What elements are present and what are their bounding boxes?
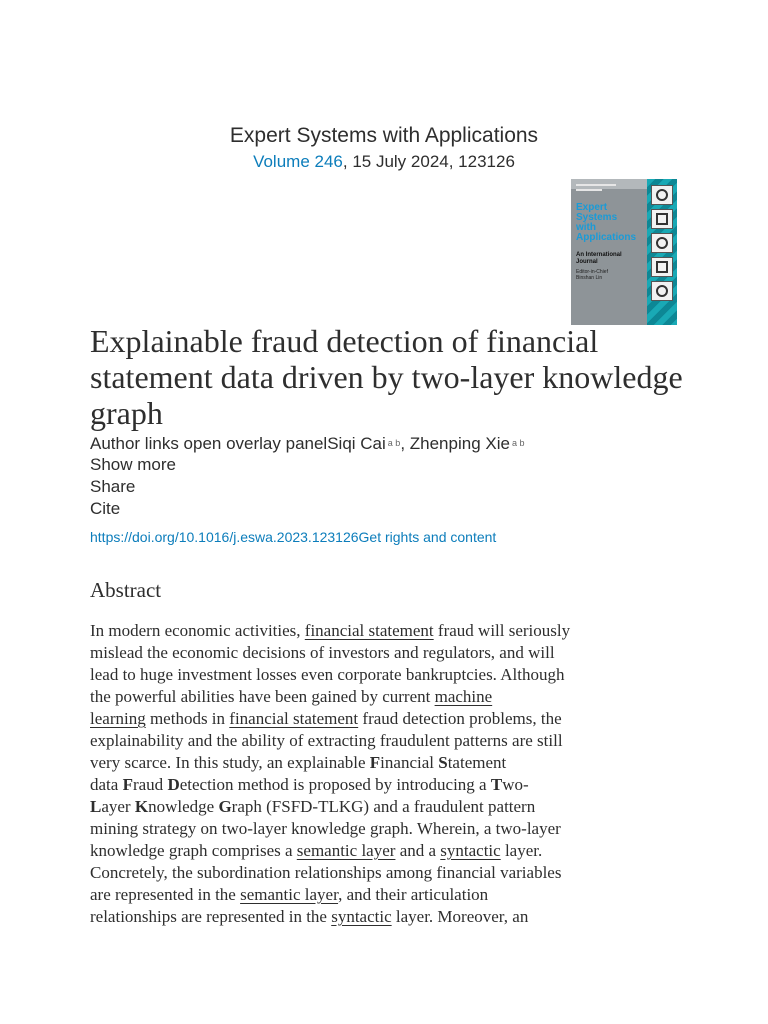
abstract-line xyxy=(90,708,690,730)
author-link[interactable]: Zhenping Xie xyxy=(409,434,510,453)
abstract-text: D xyxy=(167,775,180,794)
author-link[interactable]: Siqi Cai xyxy=(327,434,386,453)
abstract-text: raph (FSFD-TLKG) and a fraudulent pattern xyxy=(231,797,536,816)
abstract-text: layer. xyxy=(500,841,543,860)
abstract-text: relationships are represented in the xyxy=(90,907,332,926)
journal-cover-image[interactable] xyxy=(571,179,677,325)
cover-title: Expert Systems with Applications xyxy=(576,202,637,243)
cover-chart-icon xyxy=(651,209,673,229)
abstract-text: are represented in the xyxy=(90,885,241,904)
show-more-button[interactable]: Show more xyxy=(90,455,176,474)
abstract-text: L xyxy=(90,797,102,816)
abstract-text: F xyxy=(369,753,381,772)
cover-fineprint xyxy=(576,184,616,186)
abstract-text: the powerful abilities have been gained by current xyxy=(90,687,435,706)
abstract-line xyxy=(90,620,690,642)
abstract-line xyxy=(90,840,690,862)
abstract-text: F xyxy=(122,775,133,794)
doi-line xyxy=(90,528,496,546)
author-links-prefix[interactable]: Author links open overlay panel xyxy=(90,434,328,453)
cover-fineprint xyxy=(576,189,602,191)
abstract-text: K xyxy=(134,797,149,816)
abstract-text: knowledge graph comprises a xyxy=(90,841,297,860)
abstract-text: In modern economic activities, xyxy=(90,621,305,640)
topic-link[interactable]: learning xyxy=(90,709,146,728)
issue-details: , 15 July 2024, 123126 xyxy=(342,152,515,171)
abstract-line xyxy=(90,774,690,796)
abstract-line xyxy=(90,884,690,906)
topic-link[interactable]: syntactic xyxy=(331,907,392,926)
abstract-body xyxy=(90,620,690,928)
abstract-text: mislead the economic decisions of investors and regulators, and will xyxy=(90,643,555,662)
abstract-text: , and their articulation xyxy=(338,885,489,904)
abstract-line xyxy=(90,686,690,708)
cover-scale-icon xyxy=(651,233,673,253)
author-affiliation[interactable]: a b xyxy=(511,438,525,448)
abstract-text: and a xyxy=(395,841,441,860)
abstract-text: data xyxy=(90,775,123,794)
abstract-text: fraud will seriously xyxy=(433,621,571,640)
abstract-text: layer. Moreover, an xyxy=(391,907,529,926)
abstract-text: lead to huge investment losses even corporate bankruptcies. Although xyxy=(90,665,565,684)
abstract-text: T xyxy=(490,775,503,794)
abstract-line xyxy=(90,730,690,752)
cover-wheel-icon xyxy=(651,185,673,205)
abstract-text: S xyxy=(438,753,448,772)
abstract-text: very scarce. In this study, an explainable xyxy=(90,753,370,772)
topic-link[interactable]: machine xyxy=(434,687,493,706)
abstract-line xyxy=(90,862,690,884)
rights-link[interactable]: Get rights and content xyxy=(358,529,497,545)
abstract-heading: Abstract xyxy=(90,578,162,602)
article-title: Explainable fraud detection of financial statement data driven by two-layer knowledge graph xyxy=(90,323,683,431)
abstract-line xyxy=(90,906,690,928)
cover-subtitle: An International Journal xyxy=(576,252,622,265)
cite-button[interactable]: Cite xyxy=(90,499,121,518)
abstract-text: G xyxy=(218,797,232,816)
abstract-line xyxy=(90,642,690,664)
abstract-text: explainability and the ability of extracting fraudulent patterns are still xyxy=(90,731,563,750)
abstract-text: raud xyxy=(132,775,168,794)
topic-link[interactable]: semantic layer xyxy=(240,885,339,904)
abstract-text: nowledge xyxy=(148,797,219,816)
author-line xyxy=(90,432,524,455)
abstract-text: tatement xyxy=(447,753,507,772)
abstract-line xyxy=(90,796,690,818)
journal-issue xyxy=(0,150,768,174)
journal-header xyxy=(0,122,768,174)
cover-microscope-icon xyxy=(651,257,673,277)
journal-title[interactable]: Expert Systems with Applications xyxy=(229,124,539,147)
topic-link[interactable]: syntactic xyxy=(440,841,501,860)
abstract-line xyxy=(90,818,690,840)
abstract-text: Concretely, the subordination relationships among financial variables xyxy=(90,863,562,882)
topic-link[interactable]: semantic layer xyxy=(296,841,396,860)
topic-link[interactable]: financial statement xyxy=(229,709,359,728)
abstract-text: methods in xyxy=(145,709,230,728)
doi-link[interactable]: https://doi.org/10.1016/j.eswa.2023.123126 xyxy=(90,529,359,545)
topic-link[interactable]: financial statement xyxy=(304,621,434,640)
author-separator: , xyxy=(400,434,410,453)
author-affiliation[interactable]: a b xyxy=(387,438,401,448)
volume-link[interactable]: Volume 246 xyxy=(253,152,343,171)
abstract-line xyxy=(90,752,690,774)
abstract-text: etection method is proposed by introducing a xyxy=(179,775,491,794)
cover-editor: Editor-in-Chief Binshan Lin xyxy=(576,269,608,281)
abstract-text: ayer xyxy=(101,797,135,816)
abstract-text: inancial xyxy=(380,753,439,772)
abstract-line xyxy=(90,664,690,686)
share-button[interactable]: Share xyxy=(90,477,136,496)
abstract-text: mining strategy on two-layer knowledge graph. Wherein, a two-layer xyxy=(90,819,561,838)
abstract-text: fraud detection problems, the xyxy=(358,709,562,728)
cover-gear-icon xyxy=(651,281,673,301)
abstract-text: wo- xyxy=(502,775,529,794)
